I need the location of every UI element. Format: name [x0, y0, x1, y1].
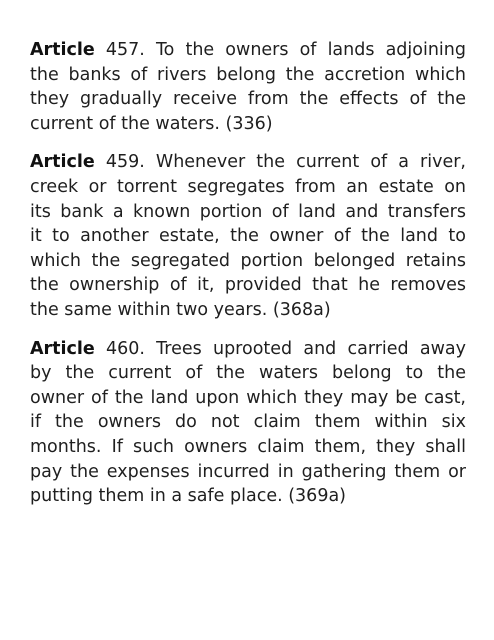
article-text: 457. To the owners of lands adjoining: [94, 40, 466, 60]
article-line: months. If such owners claim them, they shall: [30, 436, 466, 457]
article-text: 459. Whenever the current of a river,: [94, 152, 466, 173]
article-line: if the owners do not claim them within six: [30, 412, 466, 433]
article-460: [30, 337, 466, 509]
article-line: putting them in a safe place. (369a): [30, 486, 346, 507]
article-line: they gradually receive from the effects of the: [30, 89, 466, 110]
article-line: its bank a known portion of land and transfers: [30, 201, 466, 222]
article-line: [30, 150, 466, 175]
article-line: which the segregated portion belonged retains: [30, 250, 466, 271]
article-line: it to another estate, the owner of the land to: [30, 226, 466, 247]
article-line: owner of the land upon which they may be cast,: [30, 387, 466, 408]
article-paragraph: [30, 337, 466, 509]
document-page: [30, 38, 466, 523]
article-line: the banks of rivers belong the accretion which: [30, 64, 466, 85]
article-line: creek or torrent segregates from an estate on: [30, 176, 466, 197]
article-label: Article: [30, 40, 95, 60]
article-line: by the current of the waters belong to the: [30, 363, 466, 384]
article-line: the ownership of it, provided that he removes: [30, 275, 466, 296]
article-line: current of the waters. (336): [30, 113, 273, 134]
article-457: [30, 38, 466, 136]
article-line: [30, 337, 466, 362]
article-label: Article: [30, 338, 95, 359]
article-text: 460. Trees uprooted and carried away: [94, 338, 466, 359]
article-line: pay the expenses incurred in gathering them or: [30, 461, 466, 482]
article-line: the same within two years. (368a): [30, 299, 331, 320]
article-line: [30, 38, 466, 63]
article-459: [30, 150, 466, 322]
article-paragraph: [30, 150, 466, 322]
article-label: Article: [30, 152, 95, 173]
article-paragraph: [30, 38, 466, 136]
